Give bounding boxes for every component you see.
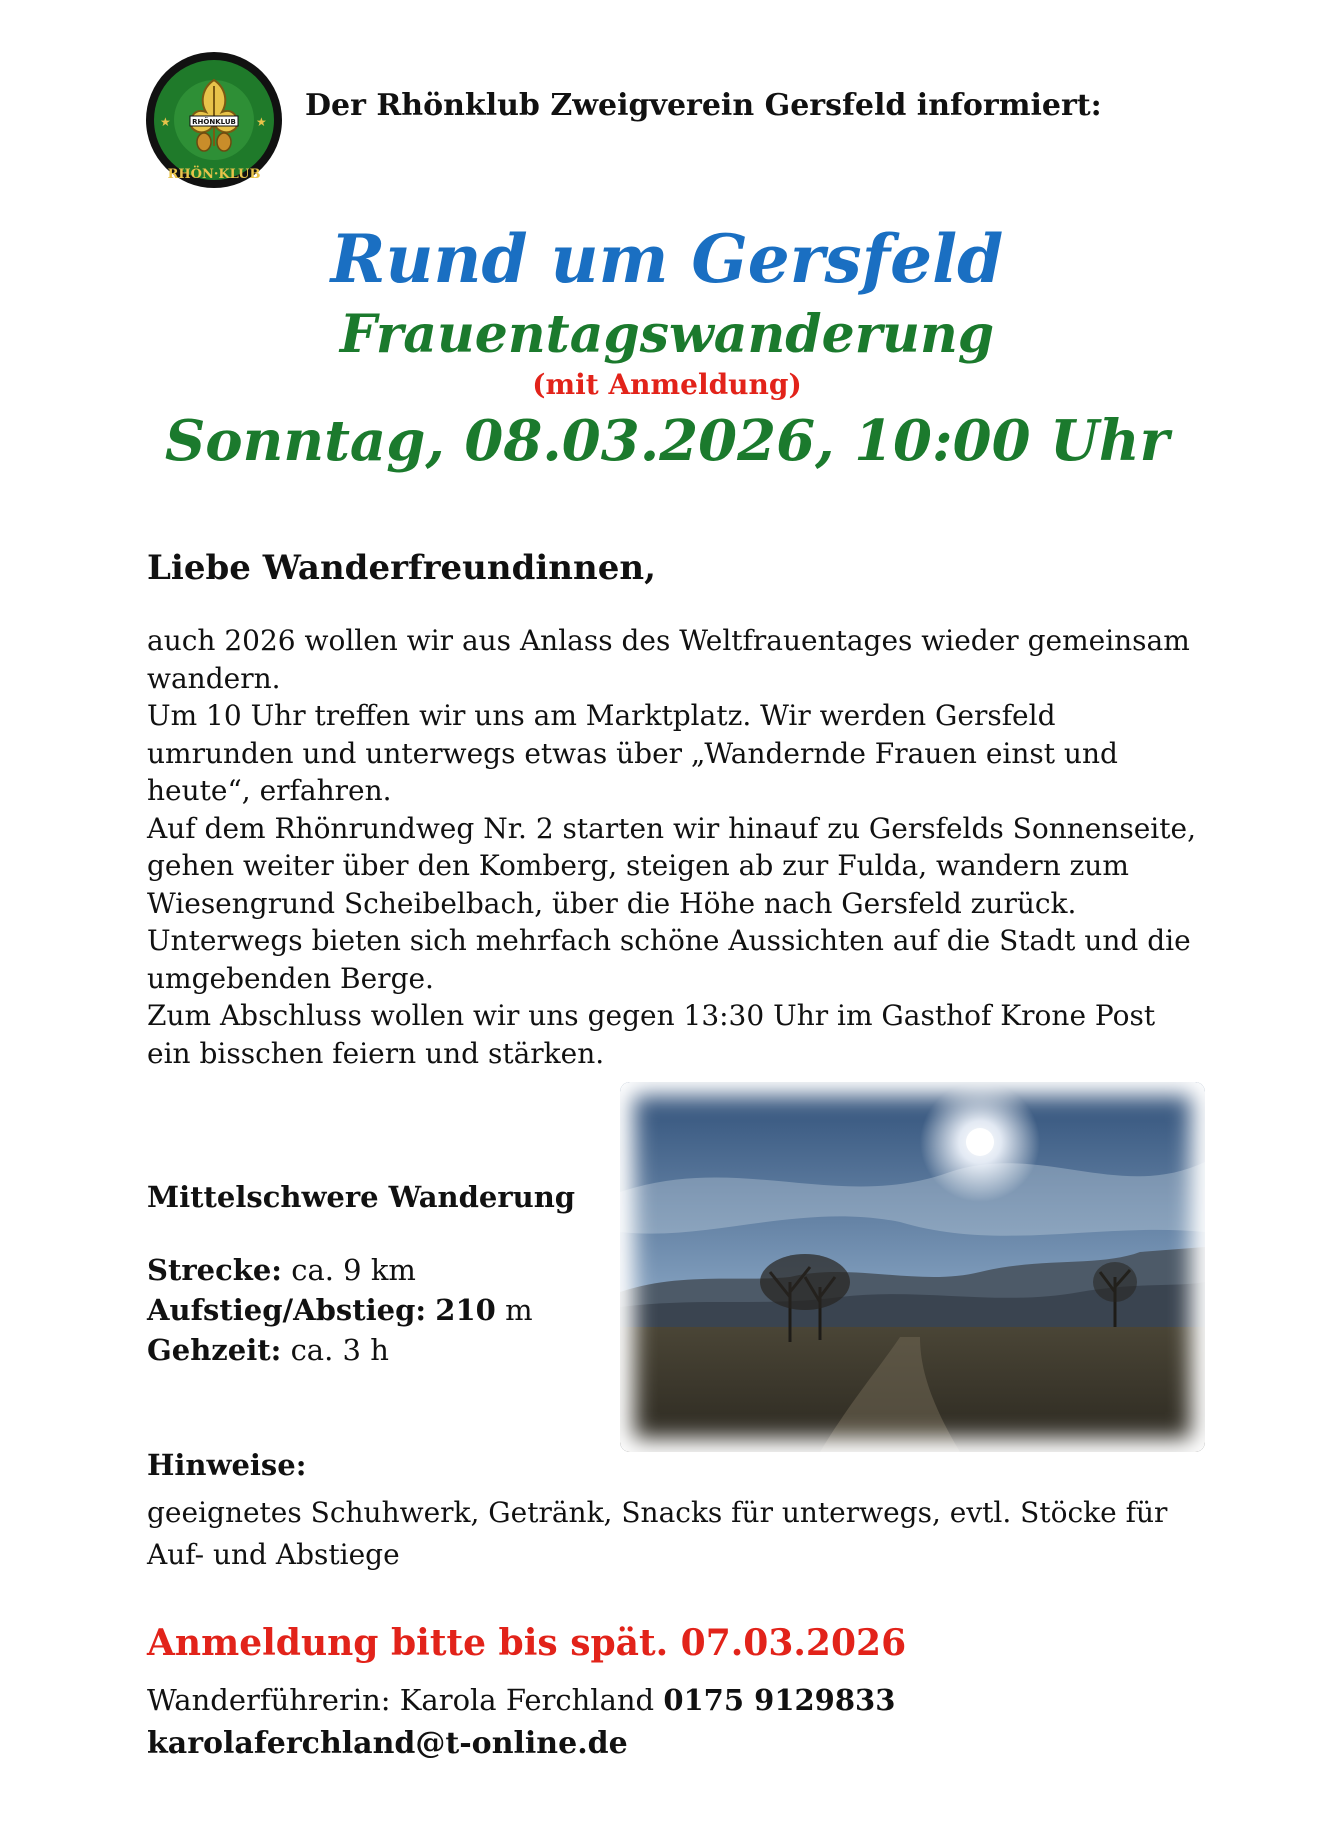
svg-text:★: ★	[256, 115, 267, 129]
notes-heading: Hinweise:	[147, 1448, 307, 1482]
guide-phone: 0175 9129833	[663, 1683, 896, 1717]
page-title: Rund um Gersfeld	[330, 220, 1004, 298]
distance-value: ca. 9 km	[291, 1253, 416, 1287]
logo-emblem-icon	[144, 50, 284, 190]
elevation-label: Aufstieg/Abstieg:	[147, 1293, 427, 1327]
svg-text:★: ★	[160, 115, 171, 129]
guide-contact	[147, 1683, 895, 1717]
logo-ring-text: RHÖN·KLUB	[167, 167, 261, 182]
duration-value: ca. 3 h	[290, 1333, 389, 1367]
header-text: Der Rhönklub Zweigverein Gersfeld informiert:	[305, 88, 1102, 123]
guide-email: karolaferchland@t-online.de	[147, 1726, 628, 1761]
intro-paragraph: Auf dem Rhönrundweg Nr. 2 starten wir hinauf zu Gersfelds Sonnenseite, gehen weiter über den Komberg, steigen ab zur Fulda, wandern zum Wiesengrund Scheibelbach, über die Höhe nach Gersfeld zurück. Unterwegs bieten sich mehrfach schöne Aussichten auf die Stadt und die umgebenden Berge.	[147, 811, 1196, 995]
intro-paragraph: auch 2026 wollen wir aus Anlass des Weltfrauentages wieder gemeinsam wandern.	[147, 624, 1190, 695]
intro-text	[147, 622, 1207, 1072]
registration-note: (mit Anmeldung)	[532, 368, 802, 401]
greeting: Liebe Wanderfreundinnen,	[147, 548, 656, 588]
landscape-image	[620, 1082, 1205, 1452]
fact-distance	[147, 1253, 416, 1287]
elevation-unit: m	[505, 1293, 533, 1327]
fact-elevation	[147, 1293, 533, 1327]
fact-duration	[147, 1333, 389, 1367]
notes-text: geeignetes Schuhwerk, Getränk, Snacks für unterwegs, evtl. Stöcke für Auf- und Abstiege	[147, 1496, 1168, 1571]
event-date: Sonntag, 08.03.2026, 10:00 Uhr	[164, 408, 1170, 474]
intro-paragraph: Zum Abschluss wollen wir uns gegen 13:30 Uhr im Gasthof Krone Post ein bisschen feiern und stärken.	[147, 999, 1156, 1070]
difficulty-label: Mittelschwere Wanderung	[147, 1180, 576, 1214]
rhoenklub-logo	[144, 50, 284, 190]
registration-deadline: Anmeldung bitte bis spät. 07.03.2026	[147, 1622, 907, 1664]
landscape-photo	[620, 1082, 1205, 1452]
intro-paragraph: Um 10 Uhr treffen wir uns am Marktplatz. Wir werden Gersfeld umrunden und unterwegs etwas über „Wandernde Frauen einst und heute“, erfahren.	[147, 699, 1118, 807]
guide-label: Wanderführerin: Karola Ferchland	[147, 1683, 655, 1717]
elevation-value: 210	[435, 1293, 496, 1327]
event-subtitle: Frauentagswanderung	[339, 304, 995, 365]
duration-label: Gehzeit:	[147, 1333, 282, 1367]
distance-label: Strecke:	[147, 1253, 282, 1287]
logo-band-text: RHÖNKLUB	[192, 118, 236, 126]
